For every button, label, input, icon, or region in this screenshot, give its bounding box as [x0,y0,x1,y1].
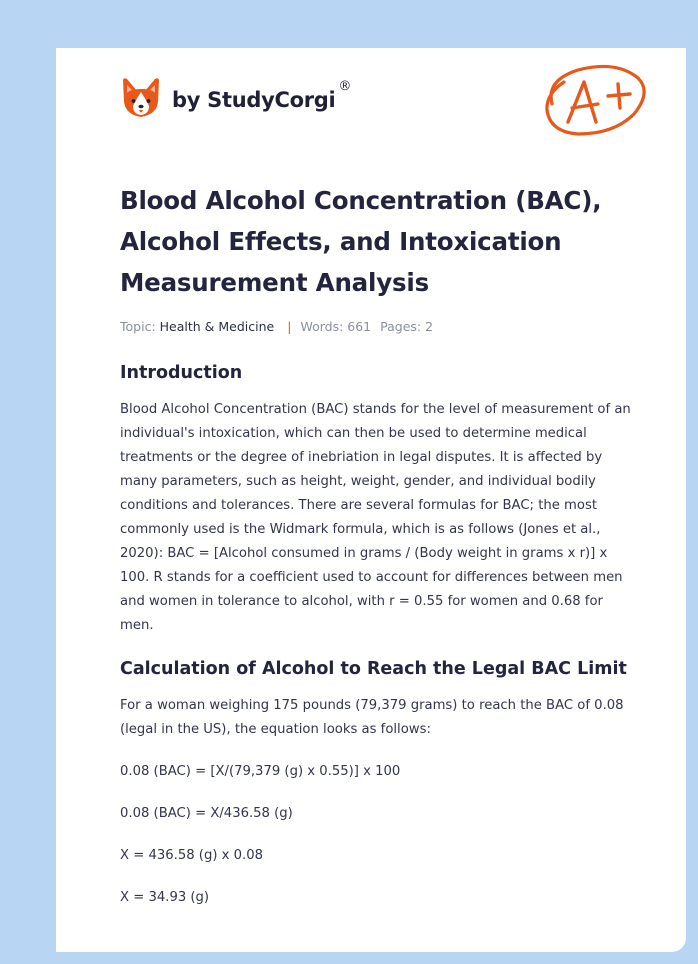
introduction-paragraph: Blood Alcohol Concentration (BAC) stands for the level of measurement of an individual's intoxication, which can then be used to determine medical treatments or the degree of inebriation in legal disputes. It is affected by many parameters, such as height, weight, gender, and individual bodily conditions and tolerances. There are several formulas for BAC; the most commonly used is the Widmark formula, which is as follows (Jones et al., 2020): BAC = [Alcohol consumed in grams / (Body weight in grams x r)] x 100. R stands for a coefficient used to account for differences between men and women in tolerance to alcohol, with r = 0.55 for women and 0.68 for men. [120,402,631,633]
page-header [56,48,686,158]
words-count: 661 [347,319,372,334]
equation-line: 0.08 (BAC) = X/436.58 (g) [120,806,293,821]
equation-line: 0.08 (BAC) = [X/(79,379 (g) x 0.55)] x 100 [120,764,401,779]
topic-label: Topic: [120,319,156,334]
brand-name: by StudyCorgi [172,88,336,112]
page-title: Blood Alcohol Concentration (BAC), Alcohol Effects, and Intoxication Measurement Analysis [120,186,602,297]
calculation-paragraph: For a woman weighing 175 pounds (79,379 grams) to reach the BAC of 0.08 (legal in the US), the equation looks as follows: [120,698,624,737]
article-content [120,180,632,910]
equation-line: X = 436.58 (g) x 0.08 [120,848,264,863]
a-plus-grade-icon [538,60,650,140]
topic-link[interactable]: Health & Medicine [159,319,275,334]
registered-mark: ® [338,78,352,94]
introduction-heading: Introduction [120,363,243,383]
meta-separator: | [287,319,292,334]
equation-line: X = 34.93 (g) [120,890,210,905]
studycorgi-logo[interactable] [120,76,351,120]
corgi-icon [120,76,162,120]
pages-label: Pages: [380,319,422,334]
pages-count: 2 [425,319,434,334]
document-meta [120,319,632,337]
words-label: Words: [300,319,344,334]
document-page [56,48,686,952]
calculation-heading: Calculation of Alcohol to Reach the Legal BAC Limit [120,659,627,679]
